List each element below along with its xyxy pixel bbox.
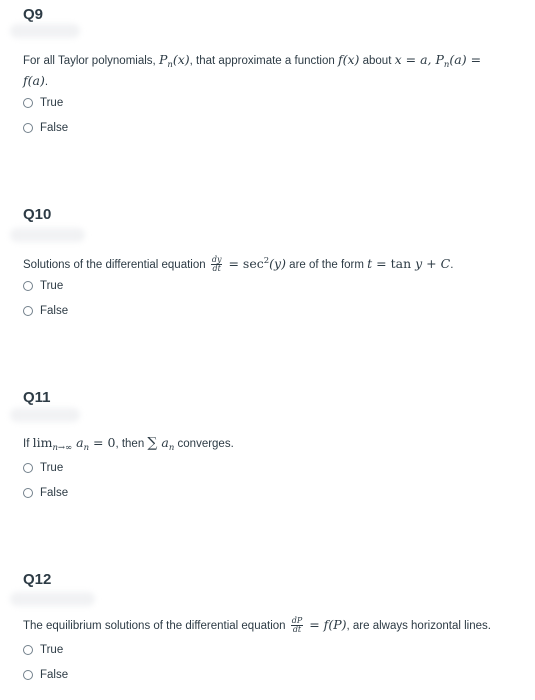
- option-false[interactable]: [23, 485, 68, 501]
- math-segment: y: [411, 256, 423, 271]
- option-label: True: [40, 97, 64, 109]
- math-segment: (y): [269, 256, 286, 271]
- redacted-strip: [10, 24, 80, 38]
- option-true[interactable]: [23, 642, 63, 658]
- math-segment: (a): [27, 73, 45, 88]
- text-segment: The equilibrium solutions of the differential equation: [23, 620, 289, 632]
- option-true[interactable]: [23, 95, 63, 111]
- text-segment: Solutions of the differential equation: [23, 259, 209, 271]
- text-segment: , are always horizontal lines.: [346, 620, 491, 632]
- math-subscript: n: [167, 60, 173, 70]
- text-segment: .: [44, 76, 49, 88]
- option-false[interactable]: [23, 303, 68, 319]
- radio-button[interactable]: [23, 281, 33, 291]
- math-segment: lim: [32, 435, 53, 450]
- math-segment: =: [224, 256, 243, 271]
- math-segment: =: [305, 617, 324, 632]
- math-segment: (P): [328, 617, 347, 632]
- text-segment: If: [23, 438, 33, 450]
- option-label: False: [40, 122, 69, 134]
- math-subscript: n→∞: [52, 443, 73, 453]
- question-title: Q11: [23, 389, 51, 406]
- radio-button[interactable]: [23, 306, 33, 316]
- math-segment: + C: [422, 256, 451, 271]
- option-false[interactable]: [23, 667, 68, 683]
- math-segment: P: [158, 52, 168, 67]
- sigma-symbol: ∑: [147, 435, 158, 451]
- option-true[interactable]: [23, 460, 63, 476]
- question-title: Q9: [23, 6, 44, 23]
- question-text: [23, 435, 523, 456]
- math-segment: f: [323, 617, 329, 632]
- option-label: False: [40, 669, 69, 681]
- math-subscript: n: [443, 60, 450, 70]
- math-segment: (x): [342, 52, 360, 67]
- option-label: True: [40, 644, 64, 656]
- fraction: [291, 617, 304, 634]
- option-false[interactable]: [23, 120, 68, 136]
- radio-button[interactable]: [23, 670, 33, 680]
- option-label: True: [40, 462, 64, 474]
- text-segment: , that approximate a function: [189, 55, 338, 67]
- question-text: [23, 52, 523, 90]
- math-superscript: 2: [263, 256, 270, 266]
- math-segment: f: [23, 73, 28, 88]
- math-segment: = 0: [89, 435, 116, 450]
- math-segment: x = a: [394, 52, 428, 67]
- redacted-strip: [10, 228, 85, 242]
- math-segment: sec: [242, 256, 264, 271]
- text-segment: .: [450, 259, 454, 271]
- fraction-denominator: dt: [292, 625, 302, 635]
- radio-button[interactable]: [23, 123, 33, 133]
- question-text: [23, 617, 523, 634]
- question-title: Q12: [23, 571, 52, 588]
- math-segment: ,: [427, 52, 436, 67]
- option-label: False: [40, 305, 69, 317]
- text-segment: about: [359, 55, 395, 67]
- math-segment: f: [337, 52, 343, 67]
- math-segment: t: [367, 256, 373, 271]
- radio-button[interactable]: [23, 98, 33, 108]
- radio-button[interactable]: [23, 645, 33, 655]
- fraction-denominator: dt: [212, 264, 221, 274]
- question-text: [23, 253, 523, 273]
- text-segment: are of the form: [285, 259, 368, 271]
- radio-button[interactable]: [23, 463, 33, 473]
- fraction: [211, 256, 223, 273]
- math-segment: a: [157, 435, 169, 450]
- fraction-numerator: dy: [211, 255, 222, 265]
- radio-button[interactable]: [23, 488, 33, 498]
- fraction-numerator: dP: [291, 616, 303, 626]
- text-segment: For all Taylor polynomials,: [23, 55, 159, 67]
- math-subscript: n: [168, 443, 175, 453]
- math-segment: a: [72, 435, 84, 450]
- math-subscript: n: [83, 443, 90, 453]
- math-segment: P: [435, 52, 444, 67]
- option-true[interactable]: [23, 278, 63, 294]
- text-segment: converges.: [174, 438, 234, 450]
- option-label: False: [40, 487, 69, 499]
- option-label: True: [40, 280, 64, 292]
- redacted-strip: [10, 408, 80, 422]
- math-segment: (x): [172, 52, 190, 67]
- math-segment: tan: [390, 256, 412, 271]
- question-title: Q10: [23, 206, 52, 223]
- math-segment: (a) =: [449, 52, 482, 67]
- text-segment: , then: [115, 438, 148, 450]
- redacted-strip: [10, 592, 95, 606]
- math-segment: =: [372, 256, 391, 271]
